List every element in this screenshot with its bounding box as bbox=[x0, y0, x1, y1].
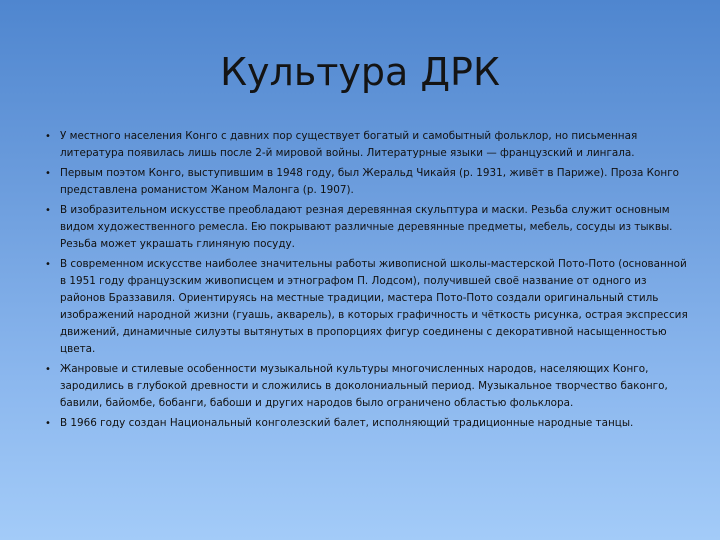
bullet-text: Жанровые и стилевые особенности музыкальной культуры многочисленных народов, населяющих Конго, зародились в глубокой древности и сложились в доколониальный период. Музыкальное творчество баконго, бавили, байомбе, бобанги, бабоши и других народов было ограничено областью фольклора. bbox=[60, 363, 668, 409]
bullet-text: В современном искусстве наиболее значительны работы живописной школы-мастерской Пото-Пото (основанной в 1951 году французским живописцем и этнографом П. Лодсом), получившей своё название от одного из районов Браззавиля. Ориентируясь на местные традиции, мастера Пото-Пото создали оригинальный стиль изображений народной жизни (гуашь, акварель), в которых графичность и чёткость рисунка, острая экспрессия движений, динамичные силуэты вытянутых в пропорциях фигур соединены с декоративной насыщенностью цвета. bbox=[60, 258, 688, 355]
bullet-item bbox=[45, 256, 692, 358]
bullet-icon: • bbox=[45, 168, 51, 179]
bullet-item bbox=[45, 165, 692, 199]
bullet-text: В изобразительном искусстве преобладают резная деревянная скульптура и маски. Резьба служит основным видом художественного ремесла. Ею покрывают различные деревянные предметы, мебель, сосуды из тыквы. Резьба может украшать глиняную посуду. bbox=[60, 204, 673, 250]
bullet-icon: • bbox=[45, 418, 51, 429]
bullet-icon: • bbox=[45, 364, 51, 375]
bullet-icon: • bbox=[45, 259, 51, 270]
bullet-icon: • bbox=[45, 131, 51, 142]
bullet-icon: • bbox=[45, 205, 51, 216]
slide-title: Культура ДРК bbox=[220, 50, 500, 94]
bullet-text: В 1966 году создан Национальный конголезский балет, исполняющий традиционные народные танцы. bbox=[60, 417, 634, 429]
bullet-text: У местного населения Конго с давних пор существует богатый и самобытный фольклор, но письменная литература появилась лишь после 2-й мировой войны. Литературные языки — французский и лингала. bbox=[60, 130, 638, 159]
bullet-text: Первым поэтом Конго, выступившим в 1948 году, был Жеральд Чикайя (р. 1931, живёт в Париже). Проза Конго представлена романистом Жаном Малонга (р. 1907). bbox=[60, 167, 680, 196]
bullet-item bbox=[45, 415, 692, 432]
bullet-list bbox=[45, 128, 692, 435]
bullet-item bbox=[45, 202, 692, 253]
bullet-item bbox=[45, 128, 692, 162]
bullet-item bbox=[45, 361, 692, 412]
